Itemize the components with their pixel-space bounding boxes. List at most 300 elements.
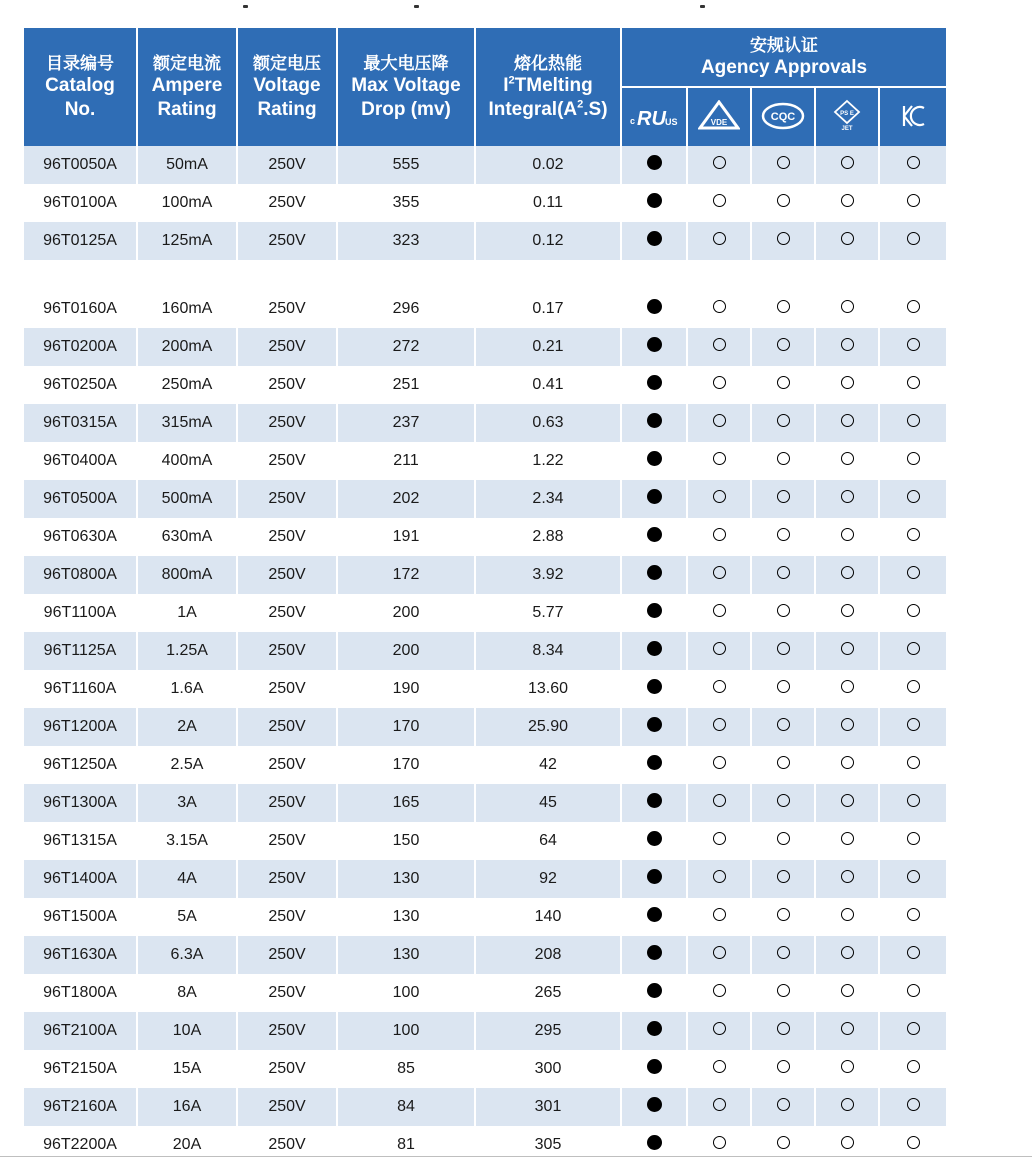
open-circle-icon [907, 1022, 920, 1035]
cell-approval-ul [622, 974, 688, 1012]
cell-approval-pse [816, 822, 880, 860]
table-row [24, 936, 946, 974]
open-circle-icon [841, 414, 854, 427]
cell-voltage: 250V [238, 1088, 338, 1126]
filled-dot-icon [647, 1097, 662, 1112]
open-circle-icon [713, 946, 726, 959]
filled-dot-icon [647, 413, 662, 428]
open-circle-icon [841, 156, 854, 169]
open-circle-icon [907, 642, 920, 655]
header-approvals-en: Agency Approvals [700, 56, 868, 78]
cell-catalog: 96T1630A [24, 936, 138, 974]
cell-melting: 0.02 [476, 146, 622, 184]
cell-catalog: 96T0800A [24, 556, 138, 594]
header-catalog-en1: Catalog [45, 74, 115, 96]
cell-approval-pse [816, 1050, 880, 1088]
open-circle-icon [713, 490, 726, 503]
cell-voltage: 250V [238, 1126, 338, 1164]
cell-approval-ul [622, 290, 688, 328]
cell-approval-pse [816, 146, 880, 184]
open-circle-icon [907, 1098, 920, 1111]
cell-approval-cqc [752, 556, 816, 594]
cell-approval-ul [622, 328, 688, 366]
open-circle-icon [777, 604, 790, 617]
cell-approval-ul [622, 632, 688, 670]
open-circle-icon [777, 832, 790, 845]
cell-approval-kc [880, 746, 946, 784]
cell-approval-kc [880, 404, 946, 442]
table-row [24, 1012, 946, 1050]
cell-approval-pse [816, 860, 880, 898]
cell-drop: 81 [338, 1126, 476, 1164]
filled-dot-icon [647, 1059, 662, 1074]
cell-approval-cqc [752, 670, 816, 708]
cell-ampere: 630mA [138, 518, 238, 556]
open-circle-icon [841, 452, 854, 465]
cell-approval-kc [880, 670, 946, 708]
cell-melting: 301 [476, 1088, 622, 1126]
cell-ampere: 125mA [138, 222, 238, 260]
open-circle-icon [841, 490, 854, 503]
cell-approval-cqc [752, 146, 816, 184]
cell-drop: 555 [338, 146, 476, 184]
cell-approval-vde [688, 822, 752, 860]
open-circle-icon [841, 1060, 854, 1073]
open-circle-icon [907, 528, 920, 541]
table-row [24, 404, 946, 442]
cell-approval-cqc [752, 632, 816, 670]
open-circle-icon [907, 794, 920, 807]
cell-approval-ul [622, 822, 688, 860]
header-ampere-en2: Rating [157, 98, 217, 120]
cell-approval-ul [622, 404, 688, 442]
filled-dot-icon [647, 337, 662, 352]
cell-drop: 323 [338, 222, 476, 260]
cell-approval-vde [688, 746, 752, 784]
open-circle-icon [777, 908, 790, 921]
filled-dot-icon [647, 451, 662, 466]
table-row [24, 556, 946, 594]
cell-voltage: 250V [238, 290, 338, 328]
open-circle-icon [777, 232, 790, 245]
cell-catalog: 96T1300A [24, 784, 138, 822]
cell-ampere: 500mA [138, 480, 238, 518]
cell-ampere: 6.3A [138, 936, 238, 974]
cell-approval-kc [880, 222, 946, 260]
open-circle-icon [713, 1136, 726, 1149]
open-circle-icon [713, 718, 726, 731]
open-circle-icon [777, 414, 790, 427]
cell-approval-vde [688, 366, 752, 404]
cell-voltage: 250V [238, 222, 338, 260]
table-row [24, 328, 946, 366]
open-circle-icon [777, 452, 790, 465]
header-catalog-en2: No. [64, 98, 96, 120]
cell-catalog: 96T1800A [24, 974, 138, 1012]
open-circle-icon [777, 1098, 790, 1111]
cell-approval-pse [816, 1088, 880, 1126]
cell-approval-kc [880, 936, 946, 974]
cell-approval-ul [622, 480, 688, 518]
header-ampere-cn: 额定电流 [153, 53, 221, 73]
filled-dot-icon [647, 193, 662, 208]
cell-approval-ul [622, 366, 688, 404]
open-circle-icon [713, 680, 726, 693]
pse-jet-logo-icon [822, 98, 872, 132]
header-approvals-cn: 安规认证 [750, 35, 819, 55]
open-circle-icon [841, 1022, 854, 1035]
cell-ampere: 1.25A [138, 632, 238, 670]
open-circle-icon [907, 414, 920, 427]
cell-approval-vde [688, 1126, 752, 1164]
open-circle-icon [777, 984, 790, 997]
cell-approval-pse [816, 184, 880, 222]
open-circle-icon [777, 528, 790, 541]
cell-approval-pse [816, 784, 880, 822]
open-circle-icon [777, 1136, 790, 1149]
header-melting-en2: $Integral(A^2.S)$ [488, 98, 608, 120]
filled-dot-icon [647, 489, 662, 504]
open-circle-icon [713, 794, 726, 807]
cell-approval-kc [880, 974, 946, 1012]
cell-drop: 200 [338, 632, 476, 670]
cell-approval-kc [880, 632, 946, 670]
filled-dot-icon [647, 299, 662, 314]
open-circle-icon [841, 338, 854, 351]
open-circle-icon [841, 908, 854, 921]
cell-approval-vde [688, 898, 752, 936]
open-circle-icon [713, 232, 726, 245]
cell-melting: 92 [476, 860, 622, 898]
cell-catalog: 96T1315A [24, 822, 138, 860]
cell-approval-pse [816, 328, 880, 366]
open-circle-icon [713, 156, 726, 169]
clipped-text-fragments [0, 0, 1032, 28]
cell-approval-cqc [752, 404, 816, 442]
cell-approval-pse [816, 404, 880, 442]
cell-approval-cqc [752, 366, 816, 404]
open-circle-icon [713, 566, 726, 579]
cell-approval-pse [816, 222, 880, 260]
open-circle-icon [713, 1022, 726, 1035]
header-catalog-cn: 目录编号 [46, 53, 114, 73]
cell-ampere: 15A [138, 1050, 238, 1088]
cell-approval-pse [816, 442, 880, 480]
open-circle-icon [907, 604, 920, 617]
open-circle-icon [907, 946, 920, 959]
cell-approval-kc [880, 480, 946, 518]
open-circle-icon [777, 870, 790, 883]
cell-ampere: 10A [138, 1012, 238, 1050]
open-circle-icon [841, 376, 854, 389]
table-row [24, 1088, 946, 1126]
cell-approval-kc [880, 366, 946, 404]
header-ampere-rating [138, 28, 238, 146]
cell-melting: 0.12 [476, 222, 622, 260]
table-row [24, 974, 946, 1012]
cell-melting: 300 [476, 1050, 622, 1088]
cell-ampere: 16A [138, 1088, 238, 1126]
cell-ampere: 3A [138, 784, 238, 822]
cell-voltage: 250V [238, 480, 338, 518]
cell-approval-ul [622, 936, 688, 974]
header-drop-en1: Max Voltage [351, 74, 461, 96]
open-circle-icon [907, 1136, 920, 1149]
svg-text:c: c [630, 115, 636, 126]
cell-voltage: 250V [238, 708, 338, 746]
filled-dot-icon [647, 231, 662, 246]
cell-drop: 272 [338, 328, 476, 366]
filled-dot-icon [647, 155, 662, 170]
cell-approval-ul [622, 594, 688, 632]
cell-approval-ul [622, 146, 688, 184]
svg-text:PS E: PS E [840, 110, 854, 117]
cell-ampere: 160mA [138, 290, 238, 328]
open-circle-icon [907, 1060, 920, 1073]
ul-logo-icon [629, 100, 679, 134]
open-circle-icon [841, 680, 854, 693]
table-row [24, 518, 946, 556]
header-melting-cn: 熔化热能 [514, 53, 582, 73]
open-circle-icon [713, 1060, 726, 1073]
cell-voltage: 250V [238, 670, 338, 708]
cell-melting: 2.34 [476, 480, 622, 518]
cell-ampere: 5A [138, 898, 238, 936]
cell-approval-pse [816, 518, 880, 556]
open-circle-icon [907, 680, 920, 693]
cell-ampere: 2A [138, 708, 238, 746]
cell-approval-kc [880, 1012, 946, 1050]
cell-approval-vde [688, 1050, 752, 1088]
open-circle-icon [907, 452, 920, 465]
cell-catalog: 96T1500A [24, 898, 138, 936]
cell-approval-cqc [752, 594, 816, 632]
header-catalog-no [24, 28, 138, 146]
cell-approval-ul [622, 222, 688, 260]
header-drop-en2: Drop (mv) [361, 98, 451, 120]
cell-catalog: 96T1200A [24, 708, 138, 746]
svg-text:VDE: VDE [710, 118, 728, 127]
cell-catalog: 96T0160A [24, 290, 138, 328]
open-circle-icon [777, 718, 790, 731]
open-circle-icon [777, 1060, 790, 1073]
cell-melting: 208 [476, 936, 622, 974]
open-circle-icon [777, 794, 790, 807]
cell-voltage: 250V [238, 1012, 338, 1050]
cell-ampere: 20A [138, 1126, 238, 1164]
cell-approval-kc [880, 1050, 946, 1088]
open-circle-icon [907, 832, 920, 845]
filled-dot-icon [647, 603, 662, 618]
vde-logo-icon [694, 98, 744, 132]
header-voltage-en2: Rating [257, 98, 317, 120]
cell-drop: 200 [338, 594, 476, 632]
cell-approval-vde [688, 632, 752, 670]
cell-approval-ul [622, 1012, 688, 1050]
cell-approval-ul [622, 708, 688, 746]
cell-approval-vde [688, 594, 752, 632]
cell-ampere: 50mA [138, 146, 238, 184]
cell-drop: 130 [338, 898, 476, 936]
cell-voltage: 250V [238, 898, 338, 936]
open-circle-icon [841, 870, 854, 883]
cell-approval-kc [880, 518, 946, 556]
cell-approval-kc [880, 784, 946, 822]
cell-approval-kc [880, 184, 946, 222]
cell-drop: 100 [338, 974, 476, 1012]
open-circle-icon [841, 832, 854, 845]
open-circle-icon [713, 414, 726, 427]
table-row [24, 746, 946, 784]
cell-approval-ul [622, 1088, 688, 1126]
open-circle-icon [907, 232, 920, 245]
cell-voltage: 250V [238, 518, 338, 556]
open-circle-icon [907, 718, 920, 731]
cell-approval-pse [816, 708, 880, 746]
cell-voltage: 250V [238, 366, 338, 404]
cell-approval-cqc [752, 480, 816, 518]
cell-catalog: 96T0315A [24, 404, 138, 442]
cell-catalog: 96T2100A [24, 1012, 138, 1050]
open-circle-icon [713, 908, 726, 921]
open-circle-icon [841, 984, 854, 997]
cell-approval-vde [688, 442, 752, 480]
cell-voltage: 250V [238, 556, 338, 594]
filled-dot-icon [647, 679, 662, 694]
header-voltage-rating [238, 28, 338, 146]
cell-approval-vde [688, 974, 752, 1012]
cell-voltage: 250V [238, 822, 338, 860]
open-circle-icon [841, 794, 854, 807]
cell-approval-ul [622, 1050, 688, 1088]
cell-approval-pse [816, 632, 880, 670]
cell-drop: 130 [338, 860, 476, 898]
cell-approval-ul [622, 184, 688, 222]
cell-melting: 0.21 [476, 328, 622, 366]
cell-ampere: 2.5A [138, 746, 238, 784]
open-circle-icon [713, 300, 726, 313]
cell-catalog: 96T0630A [24, 518, 138, 556]
cell-approval-ul [622, 898, 688, 936]
cell-approval-ul [622, 860, 688, 898]
header-voltage-en1: Voltage [253, 74, 321, 96]
kc-logo-icon [888, 99, 938, 133]
filled-dot-icon [647, 831, 662, 846]
cell-approval-pse [816, 480, 880, 518]
cell-ampere: 100mA [138, 184, 238, 222]
cell-approval-cqc [752, 1088, 816, 1126]
filled-dot-icon [647, 375, 662, 390]
open-circle-icon [713, 756, 726, 769]
clipped-glyph [414, 5, 419, 8]
cell-voltage: 250V [238, 1050, 338, 1088]
cell-catalog: 96T0500A [24, 480, 138, 518]
open-circle-icon [713, 376, 726, 389]
open-circle-icon [777, 490, 790, 503]
filled-dot-icon [647, 983, 662, 998]
header-max-voltage-drop [338, 28, 476, 146]
filled-dot-icon [647, 869, 662, 884]
cell-melting: 265 [476, 974, 622, 1012]
cell-approval-cqc [752, 328, 816, 366]
cell-approval-cqc [752, 1050, 816, 1088]
clipped-glyph [243, 5, 248, 8]
header-ampere-en1: Ampere [151, 74, 223, 96]
cqc-logo-icon [758, 99, 808, 133]
cell-approval-vde [688, 1088, 752, 1126]
cell-ampere: 800mA [138, 556, 238, 594]
open-circle-icon [841, 642, 854, 655]
cell-approval-vde [688, 480, 752, 518]
cell-melting: 13.60 [476, 670, 622, 708]
cell-melting: 0.41 [476, 366, 622, 404]
cell-approval-kc [880, 860, 946, 898]
header-voltage-cn: 额定电压 [253, 53, 321, 73]
open-circle-icon [713, 832, 726, 845]
cell-approval-ul [622, 784, 688, 822]
cell-ampere: 8A [138, 974, 238, 1012]
cell-approval-cqc [752, 860, 816, 898]
svg-text:RU: RU [637, 107, 666, 129]
open-circle-icon [713, 338, 726, 351]
open-circle-icon [777, 300, 790, 313]
open-circle-icon [713, 984, 726, 997]
cell-approval-vde [688, 222, 752, 260]
cell-melting: 8.34 [476, 632, 622, 670]
cell-catalog: 96T1100A [24, 594, 138, 632]
cell-catalog: 96T0125A [24, 222, 138, 260]
cell-voltage: 250V [238, 784, 338, 822]
cell-catalog: 96T0050A [24, 146, 138, 184]
cell-catalog: 96T1160A [24, 670, 138, 708]
open-circle-icon [907, 870, 920, 883]
cell-approval-vde [688, 670, 752, 708]
filled-dot-icon [647, 907, 662, 922]
cell-voltage: 250V [238, 936, 338, 974]
cell-catalog: 96T2150A [24, 1050, 138, 1088]
cell-approval-kc [880, 898, 946, 936]
cell-drop: 130 [338, 936, 476, 974]
cell-approval-kc [880, 1088, 946, 1126]
cell-ampere: 1A [138, 594, 238, 632]
header-drop-cn: 最大电压降 [363, 53, 449, 73]
header-agency-approvals [622, 28, 946, 88]
open-circle-icon [841, 604, 854, 617]
cell-catalog: 96T0250A [24, 366, 138, 404]
cell-approval-ul [622, 670, 688, 708]
cell-approval-vde [688, 184, 752, 222]
table-body [24, 146, 946, 1164]
cell-approval-kc [880, 290, 946, 328]
open-circle-icon [907, 490, 920, 503]
cell-ampere: 1.6A [138, 670, 238, 708]
cell-approval-kc [880, 594, 946, 632]
header-cqc-logo-cell [752, 88, 816, 146]
cell-melting: 305 [476, 1126, 622, 1164]
open-circle-icon [907, 984, 920, 997]
filled-dot-icon [647, 717, 662, 732]
cell-catalog: 96T0100A [24, 184, 138, 222]
cell-drop: 191 [338, 518, 476, 556]
cell-approval-cqc [752, 1012, 816, 1050]
open-circle-icon [907, 376, 920, 389]
cell-voltage: 250V [238, 146, 338, 184]
cell-approval-vde [688, 404, 752, 442]
filled-dot-icon [647, 1021, 662, 1036]
cell-ampere: 315mA [138, 404, 238, 442]
cell-approval-pse [816, 746, 880, 784]
open-circle-icon [841, 718, 854, 731]
